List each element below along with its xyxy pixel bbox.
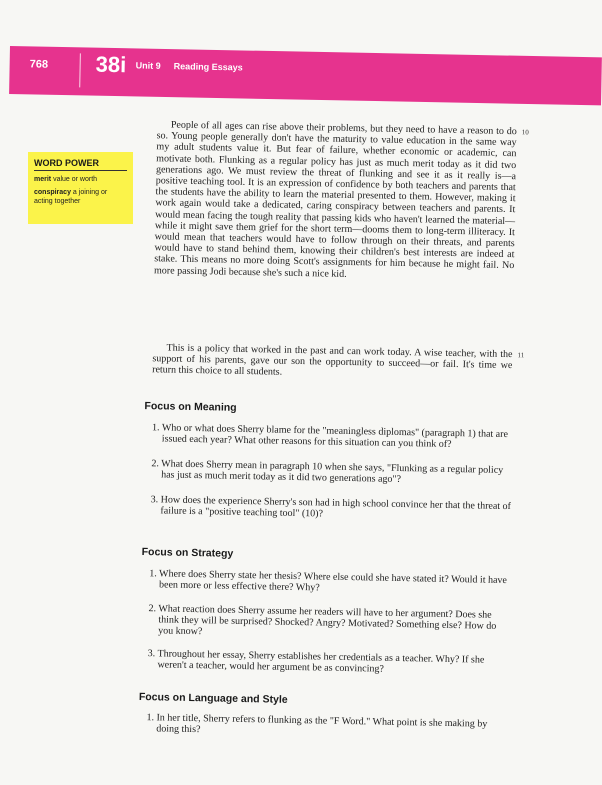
paragraph-text: People of all ages can rise above their problems, but they need to have a reason to do so. Young people generally don't have the maturity to value education in the same way my adult students value it. But fear of failure, whether economic or academic, can motivate both. Flunking as a regular policy has just as much merit today as it did two generations ago. We must review the threat of flunking and see it as it really is—a positive teaching tool. It is an expression of confidence by both teachers and parents that the students have the ability to learn the material presented to them. However, making it work again would take a dedicated, caring conspiracy between teachers and parents. It would mean facing the tough reality that passing kids who haven't learned the material—while it might save them grief for the short term—dooms them to long-term illiteracy. It would mean that teachers would have to follow through on their threats, and parents would have to stand behind them, knowing their children's best interests are indeed at stake. This means no more doing Scott's assignments for him because he might fail. No more passing Jodi because she's such a nice kid. bbox=[153, 119, 517, 280]
question-item: 3. How does the experience Sherry's son had in high school convince her that the threat of failure is a "positive teaching tool" (10)? bbox=[150, 494, 512, 520]
section-title-focus-on-language-and-style: Focus on Language and Style bbox=[138, 691, 288, 706]
essay-paragraph-10 bbox=[154, 119, 517, 283]
question-item: 1. In her title, Sherry refers to flunking as the "F Word." What point is she making by doing this? bbox=[146, 712, 488, 736]
word-power-definition: a joining or acting together bbox=[34, 189, 108, 205]
unit-label: Unit 9 bbox=[135, 60, 161, 71]
chapter-code: 38i bbox=[95, 51, 127, 78]
question-item: 1. Where does Sherry state her thesis? Where else could she have stated it? Would it have been more or less effective there? Why? bbox=[149, 568, 508, 594]
section-title-focus-on-strategy: Focus on Strategy bbox=[141, 546, 234, 560]
paragraph-number: 11 bbox=[517, 351, 525, 360]
essay-paragraph-11 bbox=[152, 342, 513, 383]
question-item: 2. What reaction does Sherry assume her readers will have to her argument? Does she think they will be surprised? Shocked? Angry? Motivated? Something else? How do you know? bbox=[148, 603, 497, 638]
page-number: 768 bbox=[29, 58, 49, 71]
paragraph-number: 10 bbox=[521, 128, 529, 137]
question-item: 2. What does Sherry mean in paragraph 10 when she says, "Flunking as a regular policy has just as much merit today as it did two generations ago"? bbox=[151, 458, 504, 486]
word-power-term: conspiracy bbox=[34, 189, 71, 196]
word-power-definition: value or worth bbox=[53, 176, 98, 183]
word-power-term: merit bbox=[34, 176, 52, 183]
section-title-focus-on-meaning: Focus on Meaning bbox=[144, 400, 237, 414]
question-item: 1. Who or what does Sherry blame for the "meaningless diplomas" (paragraph 1) that are issued each year? What other reasons for this situation can you think of? bbox=[151, 422, 509, 450]
question-item: 3. Throughout her essay, Sherry establishes her credentials as a teacher. Why? If she weren't a teacher, would her argument be as convincing? bbox=[147, 648, 485, 675]
paragraph-text: This is a policy that worked in the past and can work today. A wise teacher, with the support of his parents, gave our son the opportunity to succeed—or fail. It's time we return this choice to all students. bbox=[152, 342, 513, 379]
header-section-title: Reading Essays bbox=[173, 61, 243, 73]
word-power-title: WORD POWER bbox=[34, 158, 127, 171]
